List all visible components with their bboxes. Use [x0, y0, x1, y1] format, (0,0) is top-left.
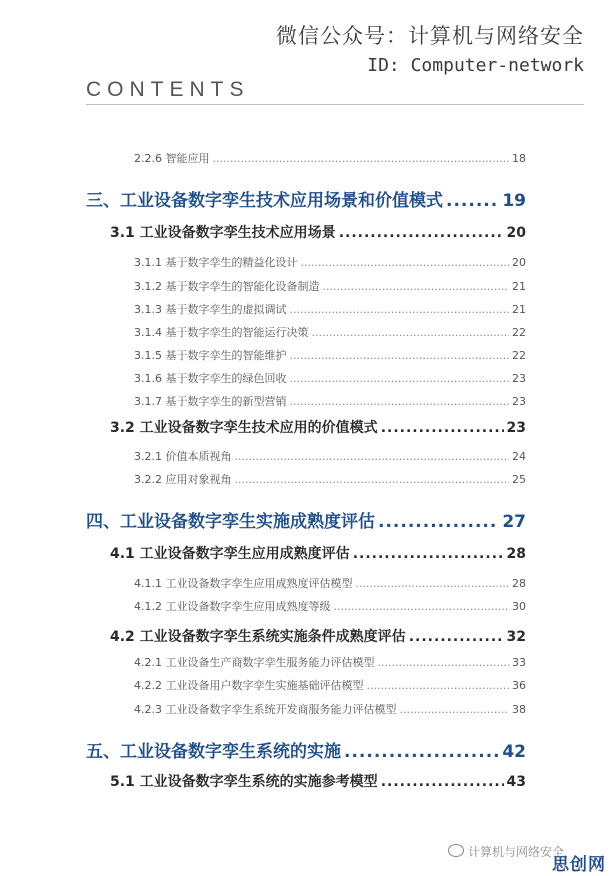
- toc-entry-level-1[interactable]: [86, 507, 526, 532]
- toc-entry-level-3[interactable]: [134, 370, 526, 386]
- toc-entry-level-3[interactable]: [134, 598, 526, 614]
- toc-entry-page: 27: [502, 512, 526, 532]
- toc-leader-dots: [311, 326, 509, 339]
- toc-entry-title: 3.1 工业设备数字孪生技术应用场景: [110, 225, 336, 241]
- toc-entry-page: 24: [512, 450, 526, 463]
- toc-entry-page: 23: [512, 395, 526, 408]
- toc-entry-title: 4.1.2 工业设备数字孪生应用成熟度等级: [134, 600, 331, 613]
- toc-entry-title: 2.2.6 智能应用: [134, 152, 210, 165]
- toc-leader-dots: [235, 473, 510, 486]
- toc-entry-page: 20: [506, 225, 526, 241]
- toc-entry-page: 23: [512, 372, 526, 385]
- toc-entry-title: 5.1 工业设备数字孪生系统的实施参考模型: [110, 774, 378, 790]
- toc-leader-dots: [355, 577, 509, 590]
- account-id: ID: Computer-network: [367, 55, 584, 76]
- toc-leader-dots: [378, 512, 499, 532]
- toc-entry-page: 21: [512, 303, 526, 316]
- toc-entry-title: 4.2.2 工业设备用户数字孪生实施基础评估模型: [134, 679, 364, 692]
- toc-entry-page: 18: [512, 152, 526, 165]
- toc-entry-title: 4.1.1 工业设备数字孪生应用成熟度评估模型: [134, 577, 353, 590]
- toc-entry-title: 3.1.7 基于数字孪生的新型营销: [134, 395, 287, 408]
- toc-entry-title: 五、工业设备数字孪生系统的实施: [86, 742, 341, 762]
- toc-leader-dots: [235, 450, 510, 463]
- toc-entry-level-2[interactable]: [110, 626, 526, 646]
- toc-entry-level-3[interactable]: [134, 278, 526, 294]
- toc-entry-page: 19: [502, 191, 526, 211]
- toc-entry-page: 38: [512, 703, 526, 716]
- toc-leader-dots: [399, 703, 509, 716]
- toc-leader-dots: [290, 303, 510, 316]
- toc-leader-dots: [290, 395, 510, 408]
- toc-entry-level-3[interactable]: [134, 347, 526, 363]
- toc-entry-level-3[interactable]: [134, 575, 526, 591]
- toc-entry-level-2[interactable]: [110, 222, 526, 242]
- toc-leader-dots: [366, 679, 509, 692]
- toc-leader-dots: [344, 742, 499, 762]
- toc-leader-dots: [409, 629, 504, 645]
- toc-entry-page: 25: [512, 473, 526, 486]
- toc-entry-page: 43: [506, 774, 526, 790]
- toc-entry-level-3[interactable]: [134, 448, 526, 464]
- toc-entry-title: 3.1.1 基于数字孪生的精益化设计: [134, 256, 298, 269]
- toc-entry-title: 4.2 工业设备数字孪生系统实施条件成熟度评估: [110, 629, 406, 645]
- toc-entry-title: 4.1 工业设备数字孪生应用成熟度评估: [110, 546, 350, 562]
- contents-heading: CONTENTS: [86, 78, 250, 101]
- toc-entry-page: 36: [512, 679, 526, 692]
- toc-entry-level-3[interactable]: [134, 654, 526, 670]
- toc-leader-dots: [353, 546, 504, 562]
- toc-entry-level-3[interactable]: [134, 393, 526, 409]
- toc-entry-level-3[interactable]: [134, 150, 526, 166]
- toc-entry-title: 3.1.5 基于数字孪生的智能维护: [134, 349, 287, 362]
- toc-entry-page: 22: [512, 326, 526, 339]
- wechat-account-title: 微信公众号：计算机与网络安全: [276, 24, 584, 48]
- toc-entry-page: 42: [502, 742, 526, 762]
- toc-entry-level-3[interactable]: [134, 254, 526, 270]
- watermark-account: [448, 843, 564, 860]
- toc-leader-dots: [290, 372, 510, 385]
- toc-leader-dots: [290, 349, 510, 362]
- toc-entry-title: 3.2 工业设备数字孪生技术应用的价值模式: [110, 420, 378, 436]
- toc-leader-dots: [377, 656, 509, 669]
- toc-entry-level-1[interactable]: [86, 737, 526, 762]
- watermark-account-label: 计算机与网络安全: [468, 845, 565, 859]
- toc-entry-title: 3.1.3 基于数字孪生的虚拟调试: [134, 303, 287, 316]
- toc-entry-page: 33: [512, 656, 526, 669]
- toc-entry-level-3[interactable]: [134, 677, 526, 693]
- toc-entry-page: 20: [512, 256, 526, 269]
- toc-entry-page: 32: [506, 629, 526, 645]
- toc-entry-page: 21: [512, 280, 526, 293]
- toc-entry-page: 23: [506, 420, 526, 436]
- toc-entry-title: 3.1.6 基于数字孪生的绿色回收: [134, 372, 287, 385]
- toc-entry-level-1[interactable]: [86, 186, 526, 211]
- toc-entry-title: 3.2.2 应用对象视角: [134, 473, 232, 486]
- toc-entry-title: 4.2.1 工业设备生产商数字孪生服务能力评估模型: [134, 656, 375, 669]
- toc-leader-dots: [339, 225, 504, 241]
- toc-entry-title: 三、工业设备数字孪生技术应用场景和价值模式: [86, 191, 443, 211]
- watermark-site: 思创网: [552, 855, 606, 875]
- toc-entry-page: 28: [506, 546, 526, 562]
- toc-entry-level-3[interactable]: [134, 324, 526, 340]
- toc-entry-page: 30: [512, 600, 526, 613]
- toc-entry-title: 4.2.3 工业设备数字孪生系统开发商服务能力评估模型: [134, 703, 397, 716]
- toc-entry-level-3[interactable]: [134, 701, 526, 717]
- toc-entry-page: 28: [512, 577, 526, 590]
- toc-entry-level-2[interactable]: [110, 417, 526, 437]
- toc-leader-dots: [333, 600, 509, 613]
- toc-leader-dots: [381, 420, 504, 436]
- toc-entry-title: 四、工业设备数字孪生实施成熟度评估: [86, 512, 375, 532]
- toc-leader-dots: [301, 256, 510, 269]
- toc-entry-level-3[interactable]: [134, 301, 526, 317]
- toc-entry-title: 3.1.4 基于数字孪生的智能运行决策: [134, 326, 309, 339]
- toc-entry-level-3[interactable]: [134, 471, 526, 487]
- toc-entry-page: 22: [512, 349, 526, 362]
- wechat-icon: [448, 844, 464, 857]
- toc-leader-dots: [322, 280, 509, 293]
- toc-entry-level-2[interactable]: [110, 771, 526, 791]
- toc-leader-dots: [446, 191, 499, 211]
- toc-leader-dots: [381, 774, 504, 790]
- toc-entry-title: 3.2.1 价值本质视角: [134, 450, 232, 463]
- toc-entry-title: 3.1.2 基于数字孪生的智能化设备制造: [134, 280, 320, 293]
- toc-entry-level-2[interactable]: [110, 543, 526, 563]
- toc-leader-dots: [213, 152, 510, 165]
